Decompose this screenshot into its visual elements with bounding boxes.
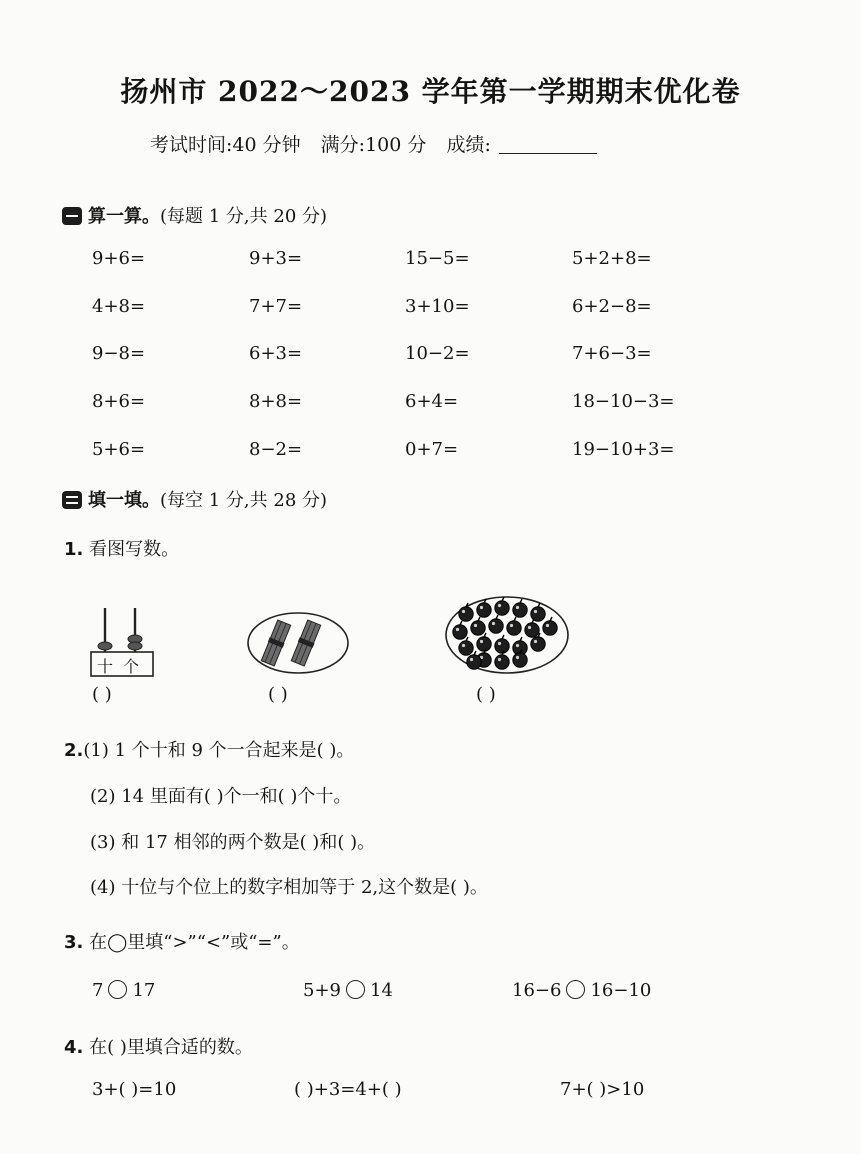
- q2-item-3[interactable]: (3) 和 17 相邻的两个数是( )和( )。: [90, 832, 376, 853]
- abacus-labels: [97, 654, 149, 677]
- compare-circle-icon[interactable]: [108, 980, 127, 999]
- arith-item[interactable]: 19−10+3=: [572, 439, 675, 460]
- q1-text: 看图写数。: [89, 539, 180, 560]
- grade-label: 成绩:: [446, 134, 491, 156]
- exam-info: [150, 130, 611, 157]
- apple-icon: [453, 621, 467, 639]
- q1-prompt: [64, 535, 179, 561]
- q2-item-2[interactable]: (2) 14 里面有( )个一和( )个十。: [90, 786, 352, 807]
- arith-item[interactable]: 7+7=: [249, 296, 303, 317]
- arith-item[interactable]: 9+6=: [92, 248, 146, 269]
- q4-prompt: [64, 1033, 253, 1059]
- arith-item[interactable]: 9−8=: [92, 343, 146, 364]
- section2-badge-icon: [62, 491, 82, 509]
- section1-note: (每题 1 分,共 20 分): [160, 206, 328, 227]
- arith-item[interactable]: 8+8=: [249, 391, 303, 412]
- abacus-tens-label: 十: [97, 657, 124, 676]
- q3-prompt: [64, 928, 300, 954]
- arith-item[interactable]: 3+10=: [405, 296, 470, 317]
- apple-icon: [495, 635, 509, 653]
- q3-text: 在◯里填“>”“<”或“=”。: [89, 932, 300, 953]
- apple-icon: [531, 603, 545, 621]
- apple-icon: [459, 603, 473, 621]
- full-score: 满分:100 分: [320, 134, 427, 156]
- abacus-ones-label: 个: [123, 657, 150, 676]
- grade-blank[interactable]: [499, 135, 597, 154]
- arith-item[interactable]: 5+6=: [92, 439, 146, 460]
- apple-icon: [459, 637, 473, 655]
- arith-item[interactable]: 6+4=: [405, 391, 459, 412]
- q2-item-4[interactable]: (4) 十位与个位上的数字相加等于 2,这个数是( )。: [90, 877, 488, 898]
- arith-item[interactable]: 8−2=: [249, 439, 303, 460]
- page-title: 扬州市 2022～2023 学年第一学期期末优化卷: [120, 75, 741, 108]
- q1-answer-sticks[interactable]: ( ): [268, 684, 288, 705]
- arith-item[interactable]: 7+6−3=: [572, 343, 652, 364]
- section2-note: (每空 1 分,共 28 分): [160, 490, 328, 511]
- apple-icon: [495, 597, 509, 615]
- q4-number: 4.: [64, 1037, 84, 1058]
- q4-item[interactable]: 7+( )>10: [560, 1079, 645, 1100]
- compare-item[interactable]: 16−6 16−10: [512, 980, 652, 1001]
- compare-circle-icon[interactable]: [346, 980, 365, 999]
- q1-answer-abacus[interactable]: ( ): [92, 684, 112, 705]
- q4-item[interactable]: 3+( )=10: [92, 1079, 177, 1100]
- compare-circle-icon[interactable]: [566, 980, 585, 999]
- q1-answer-apples[interactable]: ( ): [476, 684, 496, 705]
- q2-number: 2.: [64, 740, 84, 761]
- q4-item[interactable]: ( )+3=4+( ): [294, 1079, 402, 1100]
- compare-item[interactable]: 5+9 14: [303, 980, 393, 1001]
- arith-item[interactable]: 0+7=: [405, 439, 459, 460]
- arith-item[interactable]: 18−10−3=: [572, 391, 675, 412]
- apples-image: [444, 594, 570, 676]
- compare-item[interactable]: 7 17: [92, 980, 156, 1001]
- arith-item[interactable]: 6+2−8=: [572, 296, 652, 317]
- section2-title: 填一填。: [88, 490, 160, 511]
- q2-item-1[interactable]: 2.(1) 1 个十和 9 个一合起来是( )。: [64, 740, 355, 761]
- section1-heading: [62, 202, 327, 228]
- stick-bundles-image: [246, 611, 351, 675]
- arith-item[interactable]: 5+2+8=: [572, 248, 652, 269]
- apple-icon: [489, 615, 503, 633]
- q1-number: 1.: [64, 539, 84, 560]
- section1-badge-icon: [62, 207, 82, 225]
- arith-item[interactable]: 9+3=: [249, 248, 303, 269]
- exam-time: 考试时间:40 分钟: [150, 134, 301, 156]
- apple-icon: [507, 617, 521, 635]
- apple-icon: [471, 617, 485, 635]
- section1-title: 算一算。: [88, 206, 160, 227]
- arith-item[interactable]: 15−5=: [405, 248, 470, 269]
- apple-icon: [513, 599, 527, 617]
- arith-item[interactable]: 8+6=: [92, 391, 146, 412]
- arith-item[interactable]: 4+8=: [92, 296, 146, 317]
- section2-heading: [62, 486, 327, 512]
- apple-icon: [495, 651, 509, 669]
- arith-item[interactable]: 10−2=: [405, 343, 470, 364]
- apple-icon: [543, 617, 557, 635]
- q4-text: 在( )里填合适的数。: [89, 1037, 253, 1058]
- q3-number: 3.: [64, 932, 84, 953]
- apple-icon: [525, 619, 539, 637]
- apple-icon: [477, 633, 491, 651]
- arith-item[interactable]: 6+3=: [249, 343, 303, 364]
